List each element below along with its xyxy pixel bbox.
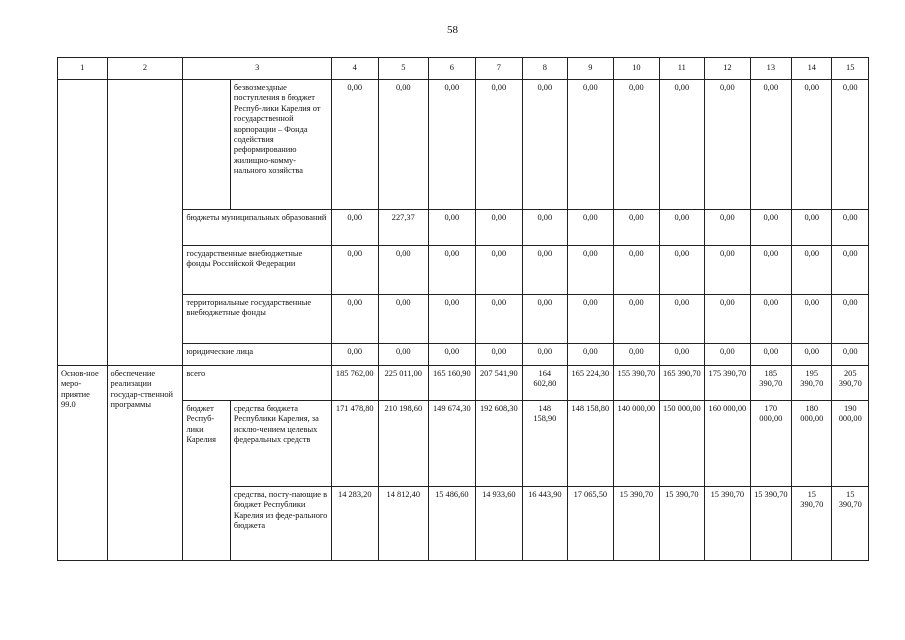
measure-number: Основ-ное меро-приятие 99.0 — [58, 366, 108, 561]
value-cell: 15 390,70 — [705, 487, 751, 561]
header-cell: 3 — [183, 58, 332, 80]
header-cell: 12 — [705, 58, 751, 80]
value-cell: 0,00 — [429, 295, 476, 344]
value-cell: 165 390,70 — [659, 366, 705, 401]
value-cell: 15 390,70 — [659, 487, 705, 561]
value-cell: 0,00 — [523, 80, 567, 210]
value-cell: 0,00 — [378, 246, 429, 295]
value-cell: 190 000,00 — [832, 401, 869, 487]
value-cell: 165 224,30 — [567, 366, 614, 401]
value-cell: 0,00 — [332, 80, 379, 210]
header-row — [58, 58, 869, 80]
value-cell: 0,00 — [523, 246, 567, 295]
value-cell: 0,00 — [567, 246, 614, 295]
value-cell: 15 390,70 — [832, 487, 869, 561]
row-label: государственные внебюджетные фонды Российской Федерации — [183, 246, 332, 295]
row-label: средства бюджета Республики Карелия, за исклю-чением целевых федеральных средств — [230, 401, 331, 487]
value-cell: 140 000,00 — [614, 401, 660, 487]
value-cell: 0,00 — [832, 80, 869, 210]
value-cell: 0,00 — [792, 295, 832, 344]
row-label: юридические лица — [183, 344, 332, 366]
row-label: бюджеты муниципальных образований — [183, 210, 332, 246]
table-row — [58, 80, 869, 210]
row-label: территориальные государственные внебюджетные фонды — [183, 295, 332, 344]
value-cell: 17 065,50 — [567, 487, 614, 561]
header-cell: 14 — [792, 58, 832, 80]
value-cell: 0,00 — [659, 210, 705, 246]
header-cell: 4 — [332, 58, 379, 80]
empty-cell — [107, 80, 183, 366]
row-label: средства, посту-пающие в бюджет Республики Карелия из феде-рального бюджета — [230, 487, 331, 561]
value-cell: 0,00 — [792, 80, 832, 210]
value-cell: 155 390,70 — [614, 366, 660, 401]
value-cell: 0,00 — [659, 344, 705, 366]
value-cell: 207 541,90 — [475, 366, 523, 401]
value-cell: 0,00 — [832, 246, 869, 295]
value-cell: 148 158,80 — [567, 401, 614, 487]
value-cell: 0,00 — [378, 295, 429, 344]
header-cell: 15 — [832, 58, 869, 80]
value-cell: 0,00 — [832, 344, 869, 366]
value-cell: 0,00 — [705, 80, 751, 210]
value-cell: 180 000,00 — [792, 401, 832, 487]
value-cell: 164 602,80 — [523, 366, 567, 401]
value-cell: 195 390,70 — [792, 366, 832, 401]
value-cell: 0,00 — [378, 80, 429, 210]
value-cell: 0,00 — [832, 295, 869, 344]
header-cell: 10 — [614, 58, 660, 80]
value-cell: 171 478,80 — [332, 401, 379, 487]
value-cell: 227,37 — [378, 210, 429, 246]
value-cell: 175 390,70 — [705, 366, 751, 401]
value-cell: 0,00 — [659, 295, 705, 344]
value-cell: 0,00 — [705, 344, 751, 366]
value-cell: 14 283,20 — [332, 487, 379, 561]
value-cell: 0,00 — [705, 246, 751, 295]
empty-cell — [58, 80, 108, 366]
value-cell: 185 762,00 — [332, 366, 379, 401]
value-cell: 0,00 — [750, 210, 791, 246]
header-cell: 9 — [567, 58, 614, 80]
row-label: всего — [183, 366, 332, 401]
value-cell: 0,00 — [332, 246, 379, 295]
value-cell: 0,00 — [750, 246, 791, 295]
value-cell: 0,00 — [750, 80, 791, 210]
value-cell: 0,00 — [332, 344, 379, 366]
header-cell: 2 — [107, 58, 183, 80]
value-cell: 0,00 — [659, 80, 705, 210]
header-cell: 6 — [429, 58, 476, 80]
value-cell: 150 000,00 — [659, 401, 705, 487]
value-cell: 170 000,00 — [750, 401, 791, 487]
value-cell: 160 000,00 — [705, 401, 751, 487]
header-cell: 13 — [750, 58, 791, 80]
value-cell: 0,00 — [705, 295, 751, 344]
value-cell: 0,00 — [659, 246, 705, 295]
value-cell: 0,00 — [750, 344, 791, 366]
value-cell: 15 390,70 — [792, 487, 832, 561]
value-cell: 0,00 — [832, 210, 869, 246]
value-cell: 0,00 — [429, 80, 476, 210]
budget-table — [57, 57, 869, 561]
value-cell: 0,00 — [567, 80, 614, 210]
empty-cell — [183, 80, 231, 210]
page-number: 58 — [447, 24, 458, 36]
value-cell: 0,00 — [475, 246, 523, 295]
value-cell: 0,00 — [475, 344, 523, 366]
value-cell: 0,00 — [567, 210, 614, 246]
header-cell: 7 — [475, 58, 523, 80]
value-cell: 0,00 — [332, 295, 379, 344]
value-cell: 0,00 — [705, 210, 751, 246]
measure-name: обеспечение реализации государ-ственной программы — [107, 366, 183, 561]
value-cell: 148 158,90 — [523, 401, 567, 487]
value-cell: 0,00 — [332, 210, 379, 246]
value-cell: 14 812,40 — [378, 487, 429, 561]
row-label: безвозмездные поступления в бюджет Респуб-лики Карелия от государственной корпорации – Фонда содействия реформированию жилищно-комму-нального хозяйства — [230, 80, 331, 210]
value-cell: 0,00 — [567, 295, 614, 344]
value-cell: 192 608,30 — [475, 401, 523, 487]
value-cell: 0,00 — [475, 80, 523, 210]
value-cell: 0,00 — [475, 295, 523, 344]
value-cell: 16 443,90 — [523, 487, 567, 561]
value-cell: 0,00 — [614, 80, 660, 210]
value-cell: 210 198,60 — [378, 401, 429, 487]
header-cell: 8 — [523, 58, 567, 80]
table-row — [58, 366, 869, 401]
value-cell: 0,00 — [614, 246, 660, 295]
value-cell: 0,00 — [523, 210, 567, 246]
budget-label: бюджет Респуб-лики Карелия — [183, 401, 231, 561]
value-cell: 0,00 — [792, 246, 832, 295]
value-cell: 15 390,70 — [750, 487, 791, 561]
value-cell: 185 390,70 — [750, 366, 791, 401]
value-cell: 0,00 — [523, 295, 567, 344]
value-cell: 15 390,70 — [614, 487, 660, 561]
value-cell: 15 486,60 — [429, 487, 476, 561]
value-cell: 0,00 — [614, 210, 660, 246]
value-cell: 0,00 — [475, 210, 523, 246]
value-cell: 14 933,60 — [475, 487, 523, 561]
value-cell: 0,00 — [429, 344, 476, 366]
header-cell: 11 — [659, 58, 705, 80]
value-cell: 0,00 — [429, 246, 476, 295]
value-cell: 165 160,90 — [429, 366, 476, 401]
value-cell: 0,00 — [429, 210, 476, 246]
header-cell: 5 — [378, 58, 429, 80]
value-cell: 149 674,30 — [429, 401, 476, 487]
value-cell: 225 011,00 — [378, 366, 429, 401]
header-cell: 1 — [58, 58, 108, 80]
value-cell: 0,00 — [378, 344, 429, 366]
value-cell: 0,00 — [567, 344, 614, 366]
value-cell: 0,00 — [792, 210, 832, 246]
value-cell: 0,00 — [750, 295, 791, 344]
value-cell: 205 390,70 — [832, 366, 869, 401]
value-cell: 0,00 — [614, 344, 660, 366]
value-cell: 0,00 — [792, 344, 832, 366]
value-cell: 0,00 — [614, 295, 660, 344]
value-cell: 0,00 — [523, 344, 567, 366]
